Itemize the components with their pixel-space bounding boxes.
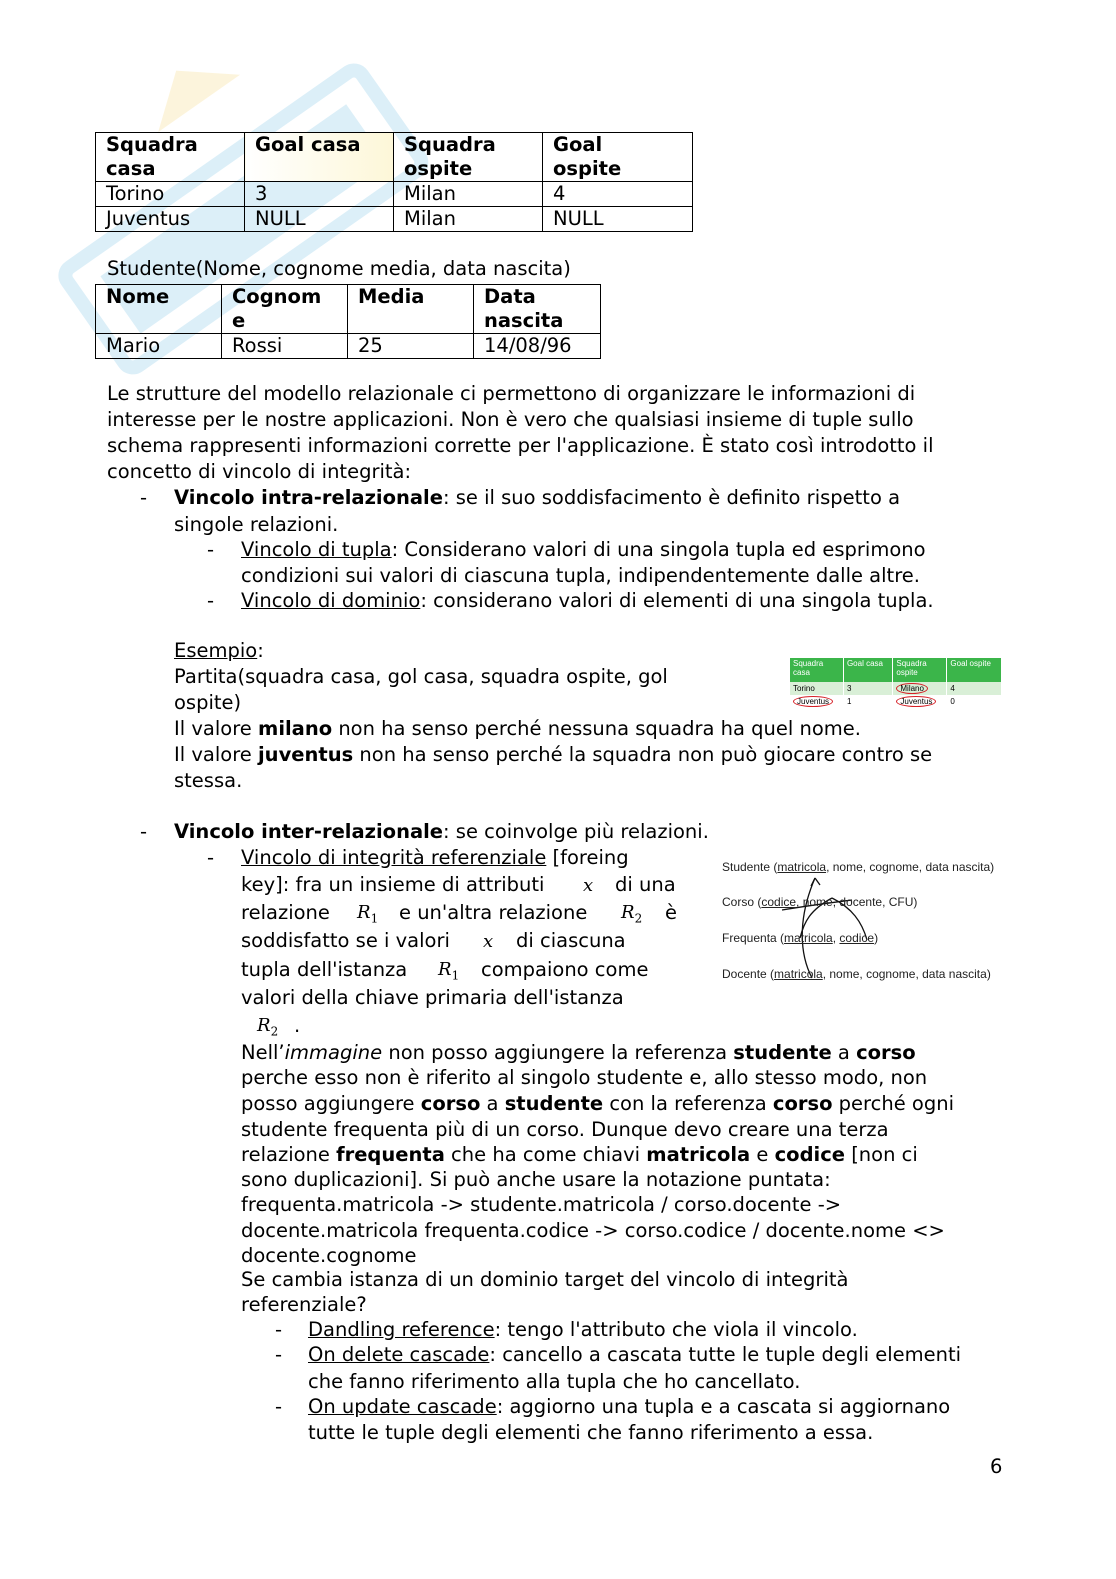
intra-line: singole relazioni. xyxy=(174,513,339,536)
image-para-line: sono duplicazioni]. Si può anche usare la notazione puntata: xyxy=(241,1168,831,1191)
tupla-line: Vincolo di tupla: Considerano valori di una singola tupla ed esprimono xyxy=(241,538,926,561)
ref-line: relazione xyxy=(241,901,330,924)
match-table xyxy=(95,132,693,232)
image-para-line: docente.cognome xyxy=(241,1244,417,1267)
cascade-item: Dandling reference: tengo l'attributo che viola il vincolo. xyxy=(308,1318,858,1341)
table-row: Torino 3 Milano 4 xyxy=(790,682,1002,695)
bullet: - xyxy=(275,1318,283,1341)
math-r2: $R_2$ xyxy=(257,1015,279,1039)
bullet: - xyxy=(275,1343,283,1366)
table-row: Juventus NULL Milan NULL xyxy=(96,207,693,232)
math-r2: $R_2$ xyxy=(621,902,643,926)
table-header-row: Squadra casa Goal casa Squadra ospite Goal ospite xyxy=(96,133,693,182)
tupla-line: condizioni sui valori di ciascuna tupla, indipendentemente dalle altre. xyxy=(241,564,920,587)
ref-line: è xyxy=(665,901,677,924)
schema-studente: Studente (matricola, nome, cognome, data nascita) xyxy=(722,860,995,874)
example-line: ospite) xyxy=(174,691,242,714)
table-header-row: Squadra casa Goal casa Squadra ospite Goal ospite xyxy=(790,658,1002,682)
ref-line: tupla dell'istanza xyxy=(241,958,408,981)
ref-line: e un'altra relazione xyxy=(399,901,588,924)
image-para-line: relazione frequenta che ha come chiavi matricola e codice [non ci xyxy=(241,1143,918,1166)
ref-line: di una xyxy=(615,873,676,896)
math-r1: $R_1$ xyxy=(357,902,379,926)
example-image-table xyxy=(790,658,1002,714)
ref-line: key]: fra un insieme di attributi xyxy=(241,873,545,896)
intra-line: Vincolo intra-relazionale: se il suo soddisfacimento è definito rispetto a xyxy=(174,486,901,509)
image-para-line: posso aggiungere corso a studente con la referenza corso perché ogni xyxy=(241,1092,954,1115)
ref-line: di ciascuna xyxy=(516,929,626,952)
student-table xyxy=(95,284,601,359)
ref-line: soddisfatto se i valori xyxy=(241,929,450,952)
page-number: 6 xyxy=(990,1455,1003,1478)
schema-docente: Docente (matricola, nome, cognome, data nascita) xyxy=(722,967,991,981)
cascade-item: che fanno riferimento alla tupla che ho cancellato. xyxy=(308,1370,801,1393)
intro-line: Le strutture del modello relazionale ci permettono di organizzare le informazioni di xyxy=(107,382,916,405)
example-label: Esempio: xyxy=(174,639,264,662)
dominio-line: Vincolo di dominio: considerano valori di elementi di una singola tupla. xyxy=(241,589,934,612)
intro-line: interesse per le nostre applicazioni. Non è vero che qualsiasi insieme di tuple sullo xyxy=(107,408,914,431)
bullet: - xyxy=(207,846,215,869)
math-x: x xyxy=(483,931,494,952)
inter-line: Vincolo inter-relazionale: se coinvolge più relazioni. xyxy=(174,820,709,843)
image-para-line: frequenta.matricola -> studente.matricola / corso.docente -> xyxy=(241,1193,842,1216)
schema-frequenta: Frequenta (matricola, codice) xyxy=(722,931,879,945)
image-para-line: Nell’immagine non posso aggiungere la referenza studente a corso xyxy=(241,1041,916,1064)
cascade-item: tutte le tuple degli elementi che fanno riferimento a essa. xyxy=(308,1421,874,1444)
image-para-line: referenziale? xyxy=(241,1293,367,1316)
table-header-row: Nome Cognom e Media Data nascita xyxy=(96,285,601,334)
cascade-item: On update cascade: aggiorno una tupla e a cascata si aggiornano xyxy=(308,1395,951,1418)
math-r1: $R_1$ xyxy=(438,959,460,983)
table-row: Juventus 1 Juventus 0 xyxy=(790,695,1002,708)
bullet: - xyxy=(140,486,148,509)
image-para-line: perche esso non è riferito al singolo studente e, allo stesso modo, non xyxy=(241,1066,928,1089)
image-para-line: studente frequenta più di un corso. Dunque devo creare una terza xyxy=(241,1118,889,1141)
image-para-line: docente.matricola frequenta.codice -> corso.codice / docente.nome <> xyxy=(241,1219,945,1242)
schema-image xyxy=(722,860,1022,995)
bullet: - xyxy=(140,820,148,843)
example-line: Partita(squadra casa, gol casa, squadra ospite, gol xyxy=(174,665,668,688)
table-row: Mario Rossi 25 14/08/96 xyxy=(96,334,601,359)
ref-line: Vincolo di integrità referenziale [foreing xyxy=(241,846,629,869)
table-row: Torino 3 Milan 4 xyxy=(96,182,693,207)
bullet: - xyxy=(207,589,215,612)
intro-line: schema rappresenti informazioni corrette per l'applicazione. È stato così introdotto il xyxy=(107,434,934,457)
ref-line: valori della chiave primaria dell'istanza xyxy=(241,986,624,1009)
intro-line: concetto di vincolo di integrità: xyxy=(107,460,412,483)
math-x: x xyxy=(583,875,594,896)
image-para-line: Se cambia istanza di un dominio target del vincolo di integrità xyxy=(241,1268,849,1291)
ref-line: compaiono come xyxy=(481,958,649,981)
bullet: - xyxy=(207,538,215,561)
student-schema-line: Studente(Nome, cognome media, data nascita) xyxy=(107,257,571,280)
example-line: Il valore juventus non ha senso perché la squadra non può giocare contro se xyxy=(174,743,933,766)
ref-line: . xyxy=(294,1014,301,1037)
cascade-item: On delete cascade: cancello a cascata tutte le tuple degli elementi xyxy=(308,1343,962,1366)
example-line: stessa. xyxy=(174,769,243,792)
example-line: Il valore milano non ha senso perché nessuna squadra ha quel nome. xyxy=(174,717,861,740)
bullet: - xyxy=(275,1395,283,1418)
schema-corso: Corso (codice, nome, docente, CFU) xyxy=(722,895,918,909)
